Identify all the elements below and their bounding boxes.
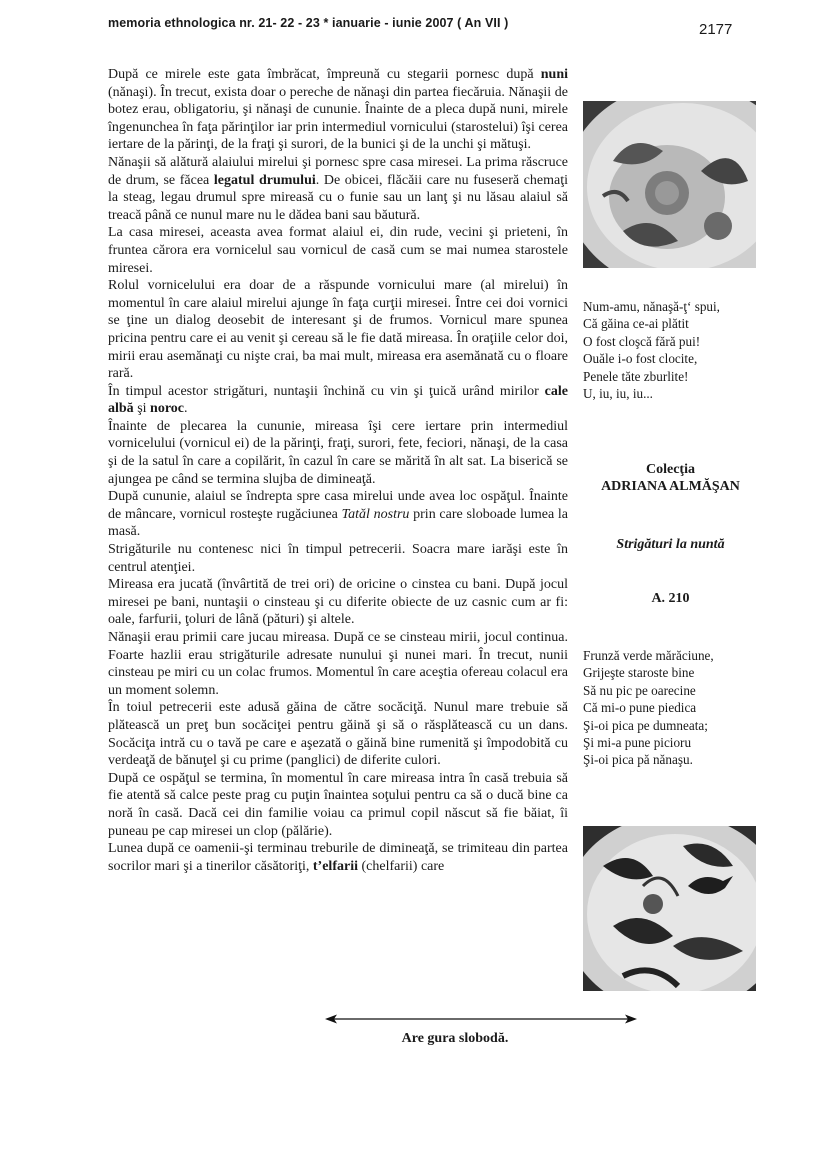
verse-line: Penele tăte zburlite! (583, 368, 689, 384)
paragraph (108, 154, 568, 224)
text-run: Înainte de plecarea la cununie, mireasa îşi cere iertare prin intermediul vornicelului (vornicul ei) de la părinţi, fraţi, surori, fete, feciori, nănaşi, de la casa şi de la satul în care a copilărit, în cazul în care se mărită în alt sat. La biserică se ajungea pe când se termina slujba de dimineaţă. (108, 418, 568, 487)
verse-line: Să nu pic pe oarecine (583, 682, 696, 698)
verse-line: Grijeşte staroste bine (583, 665, 695, 681)
paragraph (108, 224, 568, 277)
verse-line: Şi-oi pica pă nănaşu. (583, 752, 693, 768)
verse-line: O fost cloşcă fără pui! (583, 333, 701, 349)
italic-term: Tatăl nostru (341, 506, 410, 522)
text-run: După ce mirele este gata îmbrăcat, împreună cu stegarii pornesc după (108, 67, 541, 82)
verse-line: Şi-oi pica pe dumneata; (583, 717, 708, 733)
text-run: şi (133, 401, 151, 417)
bold-term: cale albă (108, 383, 568, 417)
paragraph (108, 277, 568, 383)
collection-name: ADRIANA ALMĂŞAN (601, 479, 740, 495)
paragraph (108, 576, 568, 629)
text-run: prin care sloboade lumea la masă. (108, 506, 568, 540)
paragraph (108, 383, 568, 418)
text-run: . (184, 401, 188, 417)
paragraph (108, 418, 568, 488)
bold-term: noroc (150, 401, 184, 417)
collection-label: Colecţia (646, 462, 695, 477)
text-run: Nănaşii erau primii care jucau mireasa. După ce se cinsteau mirii, jocul continua. Foarte hazlii erau strigăturile adresate nunului şi nunei mari. În trecut, nunii cinsteau pe miri cu un colac frumos. Momentul în care aceştia ofereau colacul era un moment solemn. (108, 630, 568, 698)
paragraph (108, 629, 568, 699)
text-run: Lunea după ce oamenii-şi terminau treburile de dimineaţă, se trimiteau din partea socrilor mari şi a tinerilor căsătoriţi, (108, 841, 568, 874)
text-run: La casa miresei, aceasta avea format alaiul ei, din rude, vecini şi prieteni, în fruntea cărora era vornicelul sau vornicul de casă cum se mai numea starostele miresei. (108, 225, 568, 276)
text-run: Nănaşii să alătură alaiului mirelui şi pornesc spre casa miresei. La prima răscruce de drum, se făcea (108, 154, 568, 188)
bold-term: legatul drumului (213, 172, 316, 188)
item-number: A. 210 (651, 591, 690, 606)
text-run: După ce ospăţul se termina, în momentul în care mireasa intra în casă trebuia să fie atentă să calce peste prag cu puţin înaintea soţului pentru ca să o ducă bine ca noră în casă. Dacă cei din familie voiau ca primul copil născut să fie băiat, îi puneau pe cap miresei un clop (pălărie). (108, 770, 568, 839)
text-run: . De obicei, flăcăii care nu fuseseră chemaţi la steag, legau drumul spre mireasă cu o funie sau un lanţ şi nu lăsau alaiul să treacă până ce nunul mare nu le dădea bani sau băutură. (108, 172, 568, 223)
running-header: memoria ethnologica nr. 21- 22 - 23 * ianuarie - iunie 2007 ( An VII ) (108, 16, 509, 30)
plate-photo-top (583, 101, 756, 268)
paragraph (108, 66, 568, 154)
text-run: În timpul acestor strigături, nuntaşii închină cu vin şi ţuică urând mirilor (108, 383, 545, 399)
double-arrow-rule (325, 1013, 637, 1025)
text-run: (nănaşi). În trecut, exista doar o pereche de nănaşi din partea fiecăruia. Nănaşii de botez erau, obligatoriu, şi nănaşi de cununie. Înainte de a pleca după nuni, mirele îngenunchea în faţa părinţilor iar prin intermediul vornicului (starostelui) îşi cerea iertare de la părinţi, de la fraţi şi surori, de la bunici şi de la unchi şi mătuşi. (108, 84, 568, 153)
verse-line: Că găina ce-ai plătit (583, 316, 689, 332)
plate-photo-bottom (583, 826, 756, 991)
verse-line: Că mi-o pune piedica (583, 700, 697, 716)
paragraph (108, 770, 568, 840)
page-number: 2177 (699, 21, 733, 38)
verse-line: U, iu, iu, iu... (583, 386, 653, 402)
footer-caption: Are gura slobodă. (401, 1031, 509, 1046)
text-run: În toiul petrecerii este adusă găina de către socăciţă. Nunul mare trebuie să plătească un preţ bun socăciţei pentru găină şi să o răsplătească cu un dans. Socăciţa intră cu o tavă pe care e aşezată o găină bine rumenită şi împodobită cu verdeaţă de bănuţel şi cu prime (panglici) de diferite culori. (108, 700, 568, 769)
verse-line: Ouăle i-o fost clocite, (583, 351, 698, 367)
paragraph (108, 541, 568, 576)
verse-block-2 (583, 647, 758, 769)
bold-term: nuni (540, 67, 568, 82)
bold-term: t’elfarii (312, 858, 358, 874)
text-run: Strigăturile nu contenesc nici în timpul petrecerii. Soacra mare iarăşi este în centrul atenţiei. (108, 542, 568, 575)
verse-line: Frunză verde mărăciune, (583, 648, 714, 663)
paragraph (108, 840, 568, 875)
verse-block-1 (583, 298, 758, 402)
main-text-column (108, 66, 568, 875)
text-run: După cununie, alaiul se îndrepta spre casa mirelui unde avea loc ospăţul. Înainte de mâncare, vornicul rosteşte rugăciunea (108, 489, 568, 522)
section-title: Strigături la nuntă (616, 537, 725, 552)
text-run: (chelfarii) care (357, 858, 445, 874)
verse-line: Num-amu, nănaşă-ţ‘ spui, (583, 299, 720, 314)
text-run: Mireasa era jucată (învârtită de trei ori) de oricine o cinstea cu bani. După jocul miresei pe bani, nuntaşii o cinsteau şi cu diferite obiecte de uz casnic cum ar fi: oale, farfurii, ţoluri de lână (pături) şi altele. (108, 577, 568, 628)
text-run: Rolul vornicelului era doar de a răspunde vornicului mare (al mirelui) în momentul în care alaiul mirelui ajunge în faţa curţii miresei. Între cei doi vornici se ţine un dialog deosebit de interesant şi de frumos. Vornicul mare spunea pricina pentru care ei au venit şi cereau să le fie dată mireasa. În oraţiile celor doi, mirii erau asemănaţi cu nişte crai, ba mai mult, mireasa era asemănată cu o floare rară. (108, 278, 568, 382)
verse-line: Şi mi-a pune picioru (583, 735, 692, 751)
paragraph (108, 699, 568, 769)
collection-block (583, 461, 758, 496)
paragraph (108, 488, 568, 541)
